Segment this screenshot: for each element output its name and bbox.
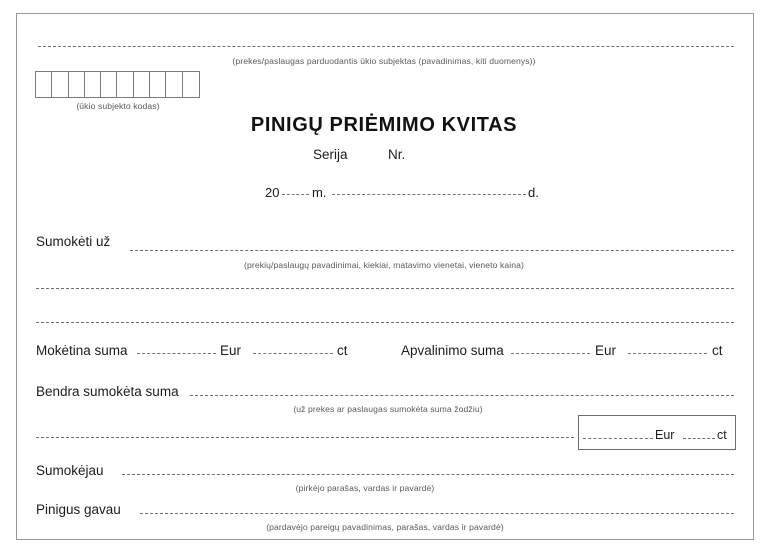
seller-signature-input-rule[interactable] bbox=[140, 513, 734, 514]
rounding-eur-unit: Eur bbox=[595, 343, 617, 358]
total-box-eur-unit: Eur bbox=[655, 428, 675, 442]
pay-for-input-rule-1[interactable] bbox=[130, 250, 734, 251]
buyer-signature-caption: (pirkėjo parašas, vardas ir pavardė) bbox=[295, 483, 435, 493]
total-box-ct-input-rule[interactable] bbox=[683, 438, 715, 439]
total-box-ct-unit: ct bbox=[717, 428, 727, 442]
payable-ct-input-rule[interactable] bbox=[253, 353, 333, 354]
entity-code-cell[interactable] bbox=[117, 72, 133, 97]
total-words-input-rule-2[interactable] bbox=[36, 437, 574, 438]
entity-code-caption: (ūkio subjekto kodas) bbox=[76, 101, 160, 111]
total-amount-box[interactable] bbox=[578, 415, 736, 450]
seller-signature-label: Pinigus gavau bbox=[36, 502, 121, 517]
payable-amount-label: Mokėtina suma bbox=[36, 343, 128, 358]
pay-for-input-rule-3[interactable] bbox=[36, 322, 734, 323]
payable-eur-unit: Eur bbox=[220, 343, 242, 358]
entity-code-cell[interactable] bbox=[52, 72, 68, 97]
total-words-input-rule-1[interactable] bbox=[190, 395, 734, 396]
entity-code-cell[interactable] bbox=[85, 72, 101, 97]
buyer-signature-input-rule[interactable] bbox=[122, 474, 734, 475]
nr-label: Nr. bbox=[388, 147, 406, 162]
rounding-amount-label: Apvalinimo suma bbox=[401, 343, 504, 358]
serija-label: Serija bbox=[313, 147, 348, 162]
rounding-ct-input-rule[interactable] bbox=[628, 353, 707, 354]
rounding-ct-unit: ct bbox=[712, 343, 723, 358]
date-year-prefix: 20 bbox=[265, 185, 280, 200]
total-amount-caption: (už prekes ar paslaugas sumokėta suma žodžiu) bbox=[293, 404, 483, 414]
payable-ct-unit: ct bbox=[337, 343, 348, 358]
date-year-input-rule[interactable] bbox=[282, 194, 309, 195]
entity-code-cell[interactable] bbox=[166, 72, 182, 97]
buyer-signature-label: Sumokėjau bbox=[36, 463, 104, 478]
entity-code-cell[interactable] bbox=[150, 72, 166, 97]
date-day-input-rule[interactable] bbox=[332, 194, 526, 195]
rounding-eur-input-rule[interactable] bbox=[511, 353, 590, 354]
vendor-name-caption: (prekes/paslaugas parduodantis ūkio subjektas (pavadinimas, kiti duomenys)) bbox=[232, 56, 536, 66]
date-day-label: d. bbox=[528, 185, 539, 200]
page-title: PINIGŲ PRIĖMIMO KVITAS bbox=[250, 114, 518, 136]
entity-code-cell[interactable] bbox=[36, 72, 52, 97]
pay-for-input-rule-2[interactable] bbox=[36, 288, 734, 289]
total-amount-label: Bendra sumokėta suma bbox=[36, 384, 179, 399]
pay-for-label: Sumokėti už bbox=[36, 234, 111, 249]
entity-code-cell[interactable] bbox=[69, 72, 85, 97]
entity-code-cell[interactable] bbox=[134, 72, 150, 97]
seller-signature-caption: (pardavėjo pareigų pavadinimas, parašas, vardas ir pavardė) bbox=[266, 522, 504, 532]
entity-code-grid[interactable] bbox=[35, 71, 200, 98]
payable-eur-input-rule[interactable] bbox=[137, 353, 216, 354]
vendor-name-input-rule[interactable] bbox=[38, 46, 734, 47]
pay-for-caption: (prekių/paslaugų pavadinimai, kiekiai, matavimo vienetai, vieneto kaina) bbox=[244, 260, 524, 270]
entity-code-cell[interactable] bbox=[101, 72, 117, 97]
total-box-eur-input-rule[interactable] bbox=[583, 438, 653, 439]
date-month-label: m. bbox=[312, 185, 327, 200]
entity-code-cell[interactable] bbox=[183, 72, 199, 97]
